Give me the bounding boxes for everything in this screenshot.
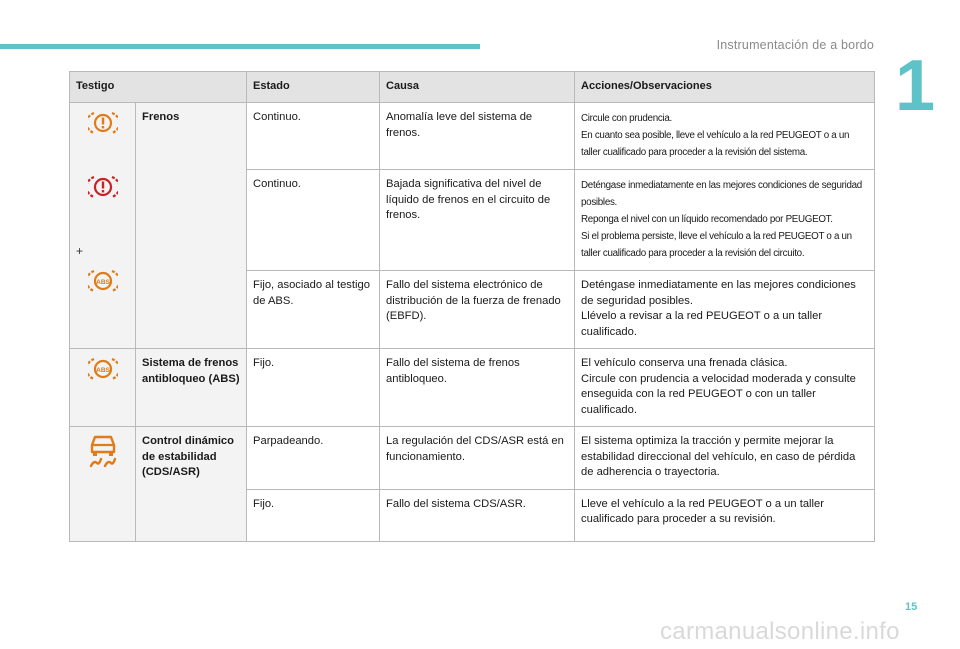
accion-line: El sistema optimiza la tracción y permite mejorar la estabilidad direccional del vehículo, en caso de pérdida de adherencia o trayectoria. xyxy=(581,435,856,478)
accion-line: Deténgase inmediatamente en las mejores condiciones de seguridad posibles. xyxy=(581,180,862,208)
estado-cell: Fijo. xyxy=(247,349,380,427)
icon-cell-abs xyxy=(70,349,136,427)
stability-control-orange-icon xyxy=(87,434,119,468)
table-row xyxy=(70,103,875,170)
abs-warning-orange-icon xyxy=(88,268,118,294)
acciones-cell xyxy=(575,103,875,170)
accion-line: En cuanto sea posible, lleve el vehículo a la red PEUGEOT o a un taller cualificado para proceder a la revisión del sistema. xyxy=(581,130,850,158)
estado-cell: Fijo, asociado al testigo de ABS. xyxy=(247,271,380,349)
accion-line: El vehículo conserva una frenada clásica. xyxy=(581,357,788,369)
icon-cell-frenos xyxy=(70,103,136,349)
system-name-abs: Sistema de frenos antibloqueo (ABS) xyxy=(136,349,247,427)
acciones-cell xyxy=(575,271,875,349)
header-acciones: Acciones/Observaciones xyxy=(575,72,875,103)
acciones-cell xyxy=(575,489,875,541)
causa-cell: Fallo del sistema electrónico de distribución de la fuerza de frenado (EBFD). xyxy=(380,271,575,349)
warning-lights-table xyxy=(69,71,875,542)
watermark: carmanualsonline.info xyxy=(660,618,900,645)
table-header-row xyxy=(70,72,875,103)
acciones-cell xyxy=(575,349,875,427)
table-row xyxy=(70,427,875,490)
header-causa: Causa xyxy=(380,72,575,103)
estado-cell: Parpadeando. xyxy=(247,427,380,490)
section-title: Instrumentación de a bordo xyxy=(716,38,874,52)
system-name-cds: Control dinámico de estabilidad (CDS/ASR) xyxy=(136,427,247,542)
icon-cell-cds xyxy=(70,427,136,542)
header-testigo: Testigo xyxy=(70,72,247,103)
estado-cell: Fijo. xyxy=(247,489,380,541)
table-row xyxy=(70,349,875,427)
plus-sign: + xyxy=(76,244,84,258)
accion-line: Llévelo a revisar a la red PEUGEOT o a un taller cualificado. xyxy=(581,310,823,338)
causa-cell: Fallo del sistema de frenos antibloqueo. xyxy=(380,349,575,427)
abs-warning-orange-icon xyxy=(88,356,118,382)
accion-line: Deténgase inmediatamente en las mejores condiciones de seguridad posibles. xyxy=(581,279,856,307)
svg-text:ABS: ABS xyxy=(95,366,110,374)
acciones-cell xyxy=(575,427,875,490)
accion-line: Lleve el vehículo a la red PEUGEOT o a un taller cualificado para proceder a su revisión. xyxy=(581,497,824,525)
accent-bar xyxy=(0,44,480,49)
brake-warning-red-icon xyxy=(88,174,118,200)
accion-line: Reponga el nivel con un líquido recomendado por PEUGEOT. xyxy=(581,214,833,225)
system-name-frenos: Frenos xyxy=(136,103,247,349)
causa-cell: Fallo del sistema CDS/ASR. xyxy=(380,489,575,541)
brake-warning-orange-icon xyxy=(88,110,118,136)
accion-line: Circule con prudencia. xyxy=(581,113,672,124)
causa-cell: La regulación del CDS/ASR está en funcionamiento. xyxy=(380,427,575,490)
accion-line: Si el problema persiste, lleve el vehículo a la red PEUGEOT o a un taller cualificado para proceder a la revisión del circuito. xyxy=(581,231,852,259)
chapter-number: 1 xyxy=(895,46,936,126)
svg-text:ABS: ABS xyxy=(95,278,110,286)
accion-line: Circule con prudencia a velocidad moderada y consulte enseguida con la red PEUGEOT o con un taller cualificado. xyxy=(581,372,856,416)
page-number: 15 xyxy=(905,601,918,613)
causa-cell: Anomalía leve del sistema de frenos. xyxy=(380,103,575,170)
causa-cell: Bajada significativa del nivel de líquido de frenos en el circuito de frenos. xyxy=(380,170,575,271)
acciones-cell xyxy=(575,170,875,271)
estado-cell: Continuo. xyxy=(247,170,380,271)
header-estado: Estado xyxy=(247,72,380,103)
estado-cell: Continuo. xyxy=(247,103,380,170)
